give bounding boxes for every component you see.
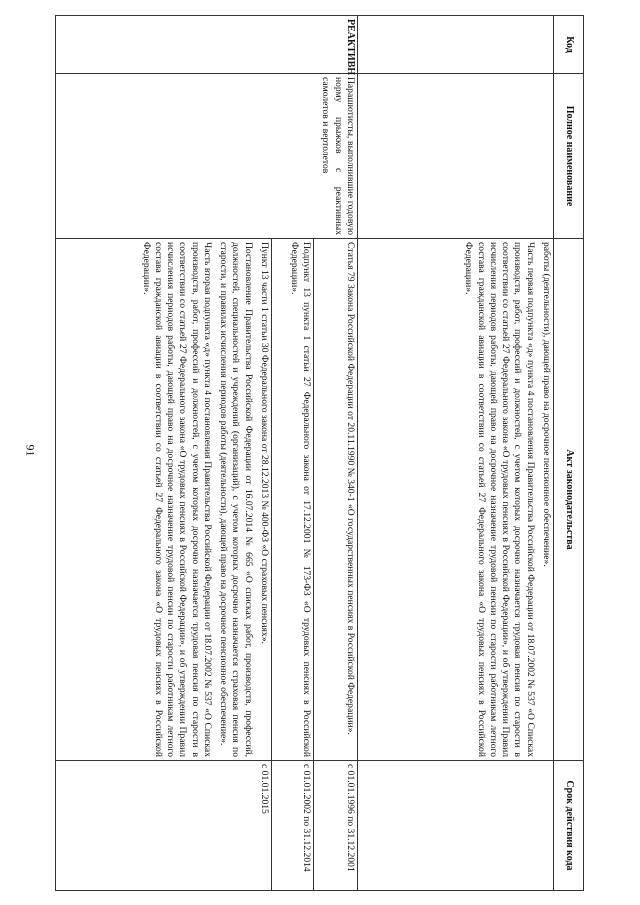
act-paragraph: работы (деятельности), дающей право на досрочное пенсионное обеспечение». xyxy=(541,242,552,567)
header-row xyxy=(554,16,584,891)
header-full-name: Полное наименование xyxy=(554,74,584,239)
act-paragraph: Постановление Правительства Российской Федерации от 16.07.2014 № 665 «О списках работ, производств, профессий, должностей, специальностей и учреждений (организаций), с учетом которых досрочно назначается страховая пенсия по старости, и правилах исчисления периодов работы (деятельности), дающей право на досрочное пенсионное обеспечение». xyxy=(218,242,254,757)
code-cell: РЕАКТИВН xyxy=(56,16,358,74)
legislation-table xyxy=(55,15,584,891)
act-paragraph: Пункт 13 части 1 статьи 30 Федерального закона от 28.12.2013 № 400-ФЗ «О страховых пенсиях». xyxy=(259,242,270,644)
act-paragraph: Часть вторая подпункта «д» пункта 4 постановления Правительства Российской Федерации от 18.07.2002 № 537 «О Списках производств, работ, профессий и должностей, с учетом которых досрочно назначается трудовая пенсия по старости в соответствии со статьей 27 Федерального закона «О трудовых пенсиях в Российской Федерации», и об утверждении Правил исчисления периодов работы, дающей право на досрочное назначение трудовой пенсии по старости работникам летного состава гражданской авиации в соответствии со статьей 27 Федерального закона «О трудовых пенсиях в Российской Федерации». xyxy=(140,242,213,757)
period-cell: с 01.01.2015 xyxy=(56,761,272,891)
continuation-row xyxy=(358,16,554,891)
act-paragraph: Статья 79 Закона Российской Федерации от 20.11.1990 № 340-1 «О государственных пенсиях в Российской Федерации». xyxy=(345,242,356,735)
act-cell xyxy=(56,239,272,761)
page-number: 91 xyxy=(23,444,38,456)
continuation-code-cell xyxy=(358,16,554,74)
continuation-act-cell xyxy=(358,239,554,761)
table-row xyxy=(314,16,358,891)
act-paragraph: Подпункт 13 пункта 1 статьи 27 Федерального закона от 17.12.2001 № 173-ФЗ «О трудовых пенсиях в Российской Федерации». xyxy=(288,242,312,757)
act-paragraph: Часть первая подпункта «д» пункта 4 постановления Правительства Российской Федерации от 18.07.2002 № 537 «О Списках производств, работ, профессий и должностей, с учетом которых досрочно назначается трудовая пенсия по старости в соответствии со статьей 27 Федерального закона «О трудовых пенсиях в Российской Федерации», и об утверждении Правил исчисления периодов работы, дающей право на досрочное назначение трудовой пенсии по старости работникам летного состава гражданской авиации в соответствии со статьей 27 Федерального закона «О трудовых пенсиях в Российской Федерации». xyxy=(463,242,536,757)
rotated-table-container xyxy=(55,15,584,890)
header-code: Код xyxy=(554,16,584,74)
period-cell: с 01.01.2002 по 31.12.2014 xyxy=(272,761,314,891)
full-name-cell: Парашютисты, выполнившие годовую норму прыжков с реактивных самолетов и вертолетов xyxy=(56,74,358,239)
period-cell: с 01.01.1996 по 31.12.2001 xyxy=(314,761,358,891)
act-cell xyxy=(314,239,358,761)
continuation-period-cell xyxy=(358,761,554,891)
header-act: Акт законодательства xyxy=(554,239,584,761)
act-cell xyxy=(272,239,314,761)
header-period: Срок действия кода xyxy=(554,761,584,891)
continuation-name-cell xyxy=(358,74,554,239)
